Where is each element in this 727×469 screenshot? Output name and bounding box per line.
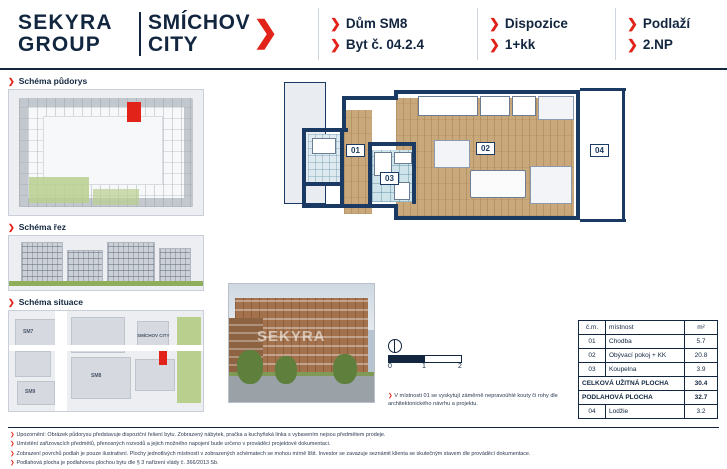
- chevron-right-icon: ❯: [253, 16, 279, 49]
- building-label: Dům SM8: [345, 16, 408, 31]
- sofa: [470, 170, 526, 198]
- north-arrow-icon: [388, 339, 402, 353]
- area-table: [578, 320, 718, 419]
- schema-pudorys-title: [8, 76, 204, 86]
- cell-total-usable-area: 30.4: [685, 377, 718, 391]
- header-block-layout: [489, 14, 568, 56]
- situace-label-project: SMÍCHOV CITY: [137, 333, 170, 338]
- schema-pudorys-label: Schéma půdorys: [18, 76, 88, 86]
- header-divider-2: [477, 8, 478, 60]
- plan-note: [388, 392, 563, 408]
- schema-situace-thumbnail: [8, 310, 204, 412]
- chevron-right-icon: ❯: [489, 16, 500, 31]
- cell-room-number: 01: [579, 335, 606, 349]
- building-render-photo: [228, 283, 375, 403]
- logo-line-1: SEKYRA: [18, 11, 113, 34]
- bed: [434, 140, 470, 168]
- header-divider-1: [318, 8, 319, 60]
- cell-area: 3.2: [685, 405, 718, 419]
- room-label-01: 01: [346, 144, 365, 157]
- cell-room-number: 02: [579, 349, 606, 363]
- schema-column: [8, 76, 204, 412]
- fridge: [538, 96, 574, 120]
- washbasin: [394, 152, 412, 164]
- table-header-row: [579, 321, 718, 335]
- schema-situace-label: Schéma situace: [18, 297, 83, 307]
- project-line-2: CITY: [148, 33, 199, 56]
- kitchen-sink: [480, 96, 510, 116]
- floor-title: Podlaží: [642, 16, 691, 31]
- cell-floor-area: 32.7: [685, 391, 718, 405]
- room-label-04: 04: [590, 144, 609, 157]
- chevron-right-icon: ❯: [10, 450, 15, 457]
- unit-location-marker: [159, 351, 167, 365]
- table-row: [579, 335, 718, 349]
- floor-value: 2.NP: [642, 37, 673, 52]
- header-block-floor: [627, 14, 690, 56]
- scale-tick-2: 2: [458, 363, 462, 370]
- kitchen-counter: [418, 96, 478, 116]
- photo-watermark: SEKYRA: [257, 328, 326, 345]
- chevron-right-icon: ❯: [388, 393, 393, 399]
- cell-area: 3.9: [685, 363, 718, 377]
- chevron-right-icon: ❯: [10, 460, 15, 467]
- cell-floor-area-label: PODLAHOVÁ PLOCHA: [579, 391, 685, 405]
- schema-pudorys-thumbnail: [8, 89, 204, 216]
- header-room-number: č.m.: [579, 321, 606, 335]
- chevron-right-icon: ❯: [627, 37, 638, 52]
- footer-rule: [8, 427, 719, 428]
- table-summary-row: [579, 377, 718, 391]
- cell-room-name: Koupelna: [606, 363, 685, 377]
- table-summary-row: [579, 391, 718, 405]
- chevron-right-icon: ❯: [489, 37, 500, 52]
- cell-room-name: Chodba: [606, 335, 685, 349]
- header-divider-3: [615, 8, 616, 60]
- dining-table: [530, 166, 572, 204]
- unit-label: Byt č. 04.2.4: [345, 37, 424, 52]
- room-label-03: 03: [380, 172, 399, 185]
- chevron-right-icon: ❯: [8, 222, 15, 232]
- schema-rez-title: [8, 222, 204, 232]
- footer-disclaimer: [10, 431, 720, 469]
- chevron-right-icon: ❯: [330, 16, 341, 31]
- chevron-right-icon: ❯: [8, 297, 15, 307]
- chevron-right-icon: ❯: [8, 76, 15, 86]
- cell-room-name: Obývací pokoj + KK: [606, 349, 685, 363]
- logo-line-2: GROUP: [18, 33, 102, 56]
- schema-rez-label: Schéma řez: [18, 222, 66, 232]
- cell-area: 20.8: [685, 349, 718, 363]
- table-row: [579, 363, 718, 377]
- cooktop: [512, 96, 536, 116]
- chevron-right-icon: ❯: [627, 16, 638, 31]
- footer-line-1: Upozornění: Obrázek půdorysu představuje dispoziční řešení bytu. Zobrazený nábytek, pračka a kuchyňská linka s vybavením nejsou předmětem prodeje.: [16, 432, 386, 438]
- plan-note-text: V místnosti 01 se vyskytují záměrně nepravoúhlé kouty či rohy dle architektonického návrhu a projektu.: [388, 393, 558, 407]
- layout-value: 1+kk: [504, 37, 536, 52]
- footer-line-4: Podlahová plocha je podlahovou plochou bytu dle § 3 nařízení vlády č. 366/2013 Sb.: [16, 460, 219, 467]
- situace-label-sm9: SM9: [25, 389, 36, 395]
- unit-location-marker: [127, 102, 141, 122]
- room-label-02: 02: [476, 142, 495, 155]
- sekyra-group-logo: [18, 12, 136, 56]
- header-room-name: místnost: [606, 321, 685, 335]
- project-name: [148, 12, 250, 56]
- cell-room-name: Lodžie: [606, 405, 685, 419]
- situace-label-sm7: SM7: [23, 329, 34, 335]
- main-floorplan: [252, 82, 670, 260]
- footer-line-2: Umístění zařizovacích předmětů, přenosných rozvodů a jejich možného napojení bude určeno v prováděcí projektové dokumentaci.: [16, 441, 331, 448]
- logo-divider: [139, 12, 141, 56]
- scale-tick-0: 0: [388, 363, 392, 370]
- schema-rez-thumbnail: [8, 235, 204, 291]
- header-block-building: [330, 14, 424, 56]
- chevron-right-icon: ❯: [10, 432, 15, 438]
- cell-total-usable-label: CELKOVÁ UŽITNÁ PLOCHA: [579, 377, 685, 391]
- header-rule: [0, 68, 727, 70]
- document-header: [0, 0, 727, 69]
- cell-area: 5.7: [685, 335, 718, 349]
- entry-unit: [312, 138, 336, 154]
- chevron-right-icon: ❯: [330, 37, 341, 52]
- footer-line-3: Zobrazení povrchů podlah je pouze ilustrativní. Plochy jednotlivých místností v zobrazených schématech se mohou mírně lišit. Investor se zavazuje seznámit klienta se skutečným stavem dle prováděcí dokumentace.: [16, 450, 531, 457]
- table-row: [579, 405, 718, 419]
- header-area: m²: [685, 321, 718, 335]
- scale-tick-1: 1: [422, 363, 426, 370]
- table-row: [579, 349, 718, 363]
- cell-room-number: 04: [579, 405, 606, 419]
- schema-situace-title: [8, 297, 204, 307]
- chevron-right-icon: ❯: [10, 441, 15, 448]
- situace-label-sm8: SM8: [91, 373, 102, 379]
- project-line-1: SMÍCHOV: [148, 11, 251, 34]
- cell-room-number: 03: [579, 363, 606, 377]
- layout-title: Dispozice: [504, 16, 568, 31]
- scale-bar: [388, 352, 474, 373]
